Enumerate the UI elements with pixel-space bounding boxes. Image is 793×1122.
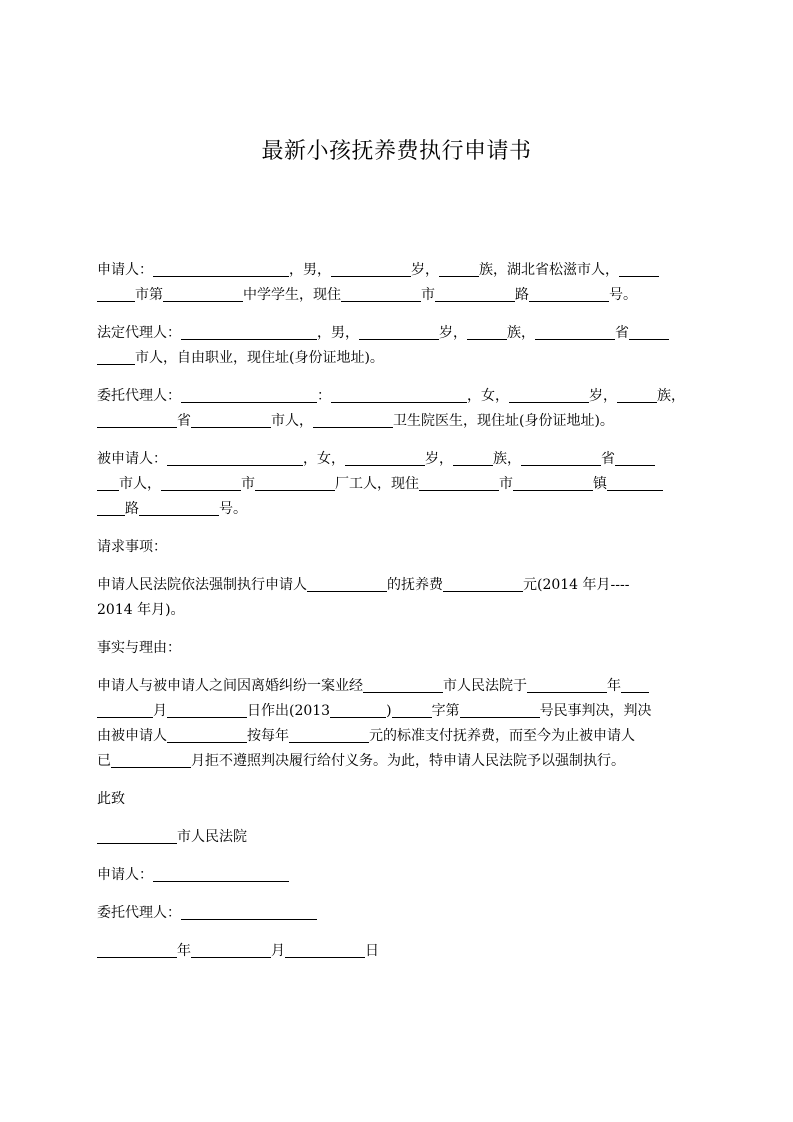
blank-field bbox=[607, 475, 663, 491]
text: 岁， bbox=[439, 325, 467, 341]
blank-field bbox=[167, 702, 247, 718]
document-body bbox=[97, 258, 697, 977]
text: 镇 bbox=[593, 476, 607, 492]
blank-field bbox=[359, 324, 439, 340]
blank-field bbox=[629, 324, 669, 340]
text: ，男， bbox=[317, 325, 359, 341]
blank-field bbox=[97, 475, 119, 491]
text: ： bbox=[317, 388, 331, 404]
blank-field bbox=[509, 387, 589, 403]
text: ) bbox=[386, 703, 392, 719]
blank-field bbox=[97, 349, 135, 365]
blank-field bbox=[392, 702, 432, 718]
text: 2014 年月)。 bbox=[97, 602, 185, 618]
text: 省 bbox=[177, 413, 191, 429]
blank-field bbox=[97, 942, 177, 958]
text: 申请人： bbox=[97, 867, 153, 883]
text: 事实与理由： bbox=[97, 640, 181, 656]
blank-field bbox=[345, 450, 425, 466]
text: 元的标准支付抚养费，而至今为止被申请人 bbox=[369, 728, 635, 744]
text: 年 bbox=[607, 678, 621, 694]
blank-field bbox=[331, 261, 411, 277]
text: 月拒不遵照判决履行给付义务。为此，特申请人民法院予以强制执行。 bbox=[191, 753, 625, 769]
date-line bbox=[97, 939, 697, 964]
entrusted-agent-paragraph bbox=[97, 384, 697, 434]
blank-field bbox=[97, 702, 153, 718]
text: ，女， bbox=[303, 451, 345, 467]
text: 已 bbox=[97, 753, 111, 769]
text: 元(2014 年月---- bbox=[523, 577, 630, 593]
text: 市 bbox=[241, 476, 255, 492]
blank-field bbox=[513, 475, 593, 491]
blank-field bbox=[181, 387, 317, 403]
blank-field bbox=[615, 450, 655, 466]
text: 日作出(2013 bbox=[247, 703, 331, 719]
text: 申请人与被申请人之间因离婚纠纷一案业经 bbox=[97, 678, 363, 694]
blank-field bbox=[153, 261, 289, 277]
blank-field bbox=[467, 324, 507, 340]
text: 市第 bbox=[135, 287, 163, 303]
text: 申请人： bbox=[97, 262, 153, 278]
blank-field bbox=[535, 324, 615, 340]
blank-field bbox=[529, 286, 609, 302]
respondent-paragraph bbox=[97, 447, 697, 522]
blank-field bbox=[97, 286, 135, 302]
text: 号民事判决，判决 bbox=[539, 703, 652, 719]
document-title: 最新小孩抚养费执行申请书 bbox=[261, 139, 532, 164]
text: 族，湖北省松滋市人， bbox=[479, 262, 619, 278]
text: 族， bbox=[493, 451, 521, 467]
text: 岁， bbox=[411, 262, 439, 278]
text: 号。 bbox=[219, 501, 247, 517]
text: 市 bbox=[499, 476, 513, 492]
text: 族， bbox=[657, 388, 685, 404]
agent-signature-line bbox=[97, 901, 697, 926]
blank-field bbox=[443, 576, 523, 592]
blank-field bbox=[330, 702, 386, 718]
blank-field bbox=[167, 450, 303, 466]
text: 由被申请人 bbox=[97, 728, 167, 744]
blank-field bbox=[181, 904, 317, 920]
text: ，女， bbox=[467, 388, 509, 404]
applicant-paragraph bbox=[97, 258, 697, 308]
text: 卫生院医生，现住址(身份证地址)。 bbox=[393, 413, 614, 429]
text: ，男， bbox=[289, 262, 331, 278]
text: 号。 bbox=[609, 287, 637, 303]
facts-heading bbox=[97, 636, 697, 661]
text: 市人民法院 bbox=[177, 829, 247, 845]
text: 委托代理人： bbox=[97, 905, 181, 921]
text: 此致 bbox=[97, 791, 125, 807]
text: 族， bbox=[507, 325, 535, 341]
request-paragraph bbox=[97, 573, 697, 623]
text: 申请人民法院依法强制执行申请人 bbox=[97, 577, 307, 593]
blank-field bbox=[285, 942, 365, 958]
text: 市人，自由职业，现住址(身份证地址)。 bbox=[135, 350, 384, 366]
blank-field bbox=[307, 576, 387, 592]
blank-field bbox=[527, 677, 607, 693]
text: 厂工人，现住 bbox=[335, 476, 419, 492]
text: 省 bbox=[601, 451, 615, 467]
blank-field bbox=[255, 475, 335, 491]
blank-field bbox=[521, 450, 601, 466]
blank-field bbox=[111, 752, 191, 768]
salutation bbox=[97, 787, 697, 812]
blank-field bbox=[139, 500, 219, 516]
facts-paragraph bbox=[97, 674, 697, 774]
legal-representative-paragraph bbox=[97, 321, 697, 371]
text: 被申请人： bbox=[97, 451, 167, 467]
blank-field bbox=[341, 286, 421, 302]
text: 岁， bbox=[589, 388, 617, 404]
text: 法定代理人： bbox=[97, 325, 181, 341]
text: 请求事项： bbox=[97, 539, 167, 555]
blank-field bbox=[617, 387, 657, 403]
applicant-signature-line bbox=[97, 863, 697, 888]
request-heading bbox=[97, 535, 697, 560]
blank-field bbox=[191, 942, 271, 958]
text: 省 bbox=[615, 325, 629, 341]
blank-field bbox=[191, 412, 271, 428]
blank-field bbox=[453, 450, 493, 466]
text: 月 bbox=[271, 943, 285, 959]
blank-field bbox=[97, 828, 177, 844]
text: 按每年 bbox=[247, 728, 289, 744]
blank-field bbox=[163, 286, 243, 302]
text: 中学学生，现住 bbox=[243, 287, 341, 303]
text: 年 bbox=[177, 943, 191, 959]
text: 路 bbox=[515, 287, 529, 303]
text: 委托代理人： bbox=[97, 388, 181, 404]
blank-field bbox=[97, 412, 177, 428]
blank-field bbox=[167, 727, 247, 743]
blank-field bbox=[161, 475, 241, 491]
blank-field bbox=[289, 727, 369, 743]
blank-field bbox=[181, 324, 317, 340]
text: 字第 bbox=[431, 703, 460, 719]
text: 的抚养费 bbox=[387, 577, 443, 593]
text: 月 bbox=[153, 703, 167, 719]
text: 岁， bbox=[425, 451, 453, 467]
text: 市人民法院于 bbox=[443, 678, 527, 694]
text: 路 bbox=[125, 501, 139, 517]
blank-field bbox=[621, 677, 649, 693]
text: 日 bbox=[365, 943, 379, 959]
blank-field bbox=[460, 702, 540, 718]
text: 市人， bbox=[119, 476, 161, 492]
blank-field bbox=[439, 261, 479, 277]
text: 市 bbox=[421, 287, 435, 303]
blank-field bbox=[419, 475, 499, 491]
blank-field bbox=[619, 261, 659, 277]
blank-field bbox=[435, 286, 515, 302]
blank-field bbox=[331, 387, 467, 403]
blank-field bbox=[313, 412, 393, 428]
blank-field bbox=[97, 500, 125, 516]
court-line bbox=[97, 825, 697, 850]
blank-field bbox=[363, 677, 443, 693]
blank-field bbox=[153, 866, 289, 882]
text: 市人， bbox=[271, 413, 313, 429]
